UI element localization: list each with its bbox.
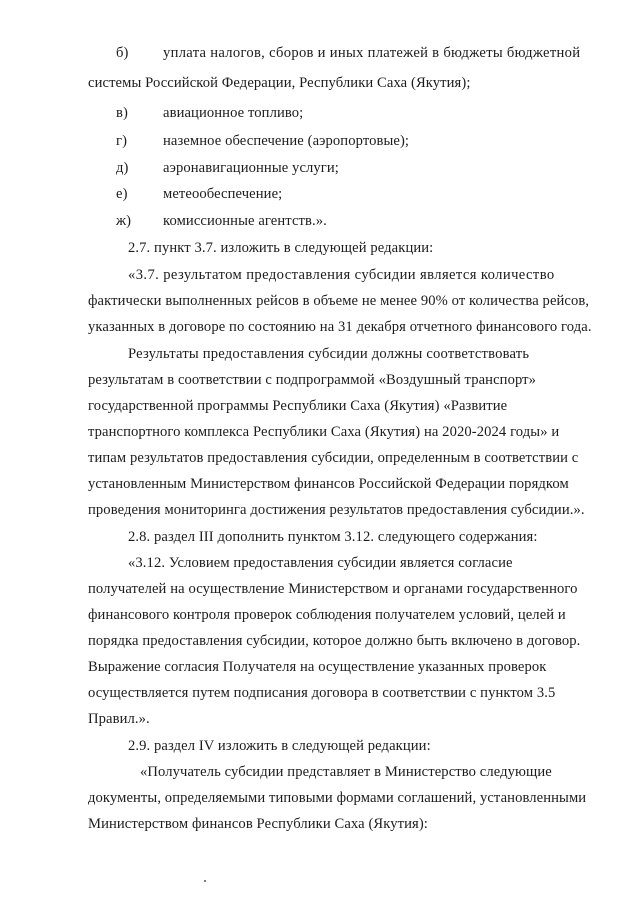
- text-line: установленным Министерством финансов Российской Федерации порядком: [88, 476, 569, 492]
- text-line: типам результатов предоставления субсидии, определенным в соответствии с: [88, 450, 579, 466]
- list-label-zh: ж): [116, 213, 132, 229]
- text-line: системы Российской Федерации, Республики Саха (Якутия);: [88, 75, 471, 91]
- list-label-e: е): [116, 186, 128, 202]
- list-label-g: г): [116, 133, 128, 149]
- text-line: указанных в договоре по состоянию на 31 декабря отчетного финансового года.: [88, 319, 592, 335]
- text-line: Результаты предоставления субсидии должны соответствовать: [128, 346, 530, 362]
- text-line: проведения мониторинга достижения результатов предоставления субсидии.».: [88, 502, 585, 518]
- list-label-b: б): [116, 45, 129, 61]
- section-heading-2-9: 2.9. раздел IV изложить в следующей редакции:: [128, 738, 431, 754]
- text-line: «3.12. Условием предоставления субсидии является согласие: [128, 555, 513, 571]
- text-line: транспортного комплекса Республики Саха (Якутия) на 2020-2024 годы» и: [88, 424, 560, 440]
- text-line: результатам в соответствии с подпрограммой «Воздушный транспорт»: [88, 372, 537, 388]
- list-item-zh-text: комиссионные агентств.».: [163, 213, 327, 229]
- text-line: порядка предоставления субсидии, которое должно быть включено в договор.: [88, 633, 581, 649]
- text-line: Министерством финансов Республики Саха (Якутия):: [88, 816, 428, 832]
- text-line: «Получатель субсидии представляет в Министерство следующие: [140, 764, 552, 780]
- list-item-v-text: авиационное топливо;: [163, 105, 304, 121]
- list-item-e-text: метеообеспечение;: [163, 186, 283, 202]
- text-line: осуществляется путем подписания договора в соответствии с пунктом 3.5: [88, 685, 556, 701]
- list-item-g-text: наземное обеспечение (аэропортовые);: [163, 133, 410, 149]
- section-heading-2-8: 2.8. раздел III дополнить пунктом 3.12. следующего содержания:: [128, 529, 538, 545]
- text-line: «3.7. результатом предоставления субсидии является количество: [128, 267, 555, 283]
- text-line: фактически выполненных рейсов в объеме не менее 90% от количества рейсов,: [88, 293, 590, 309]
- text-line: Выражение согласия Получателя на осуществление указанных проверок: [88, 659, 547, 675]
- text-line: получателей на осуществление Министерством и органами государственного: [88, 581, 578, 597]
- text-line: финансового контроля проверок соблюдения получателем условий, целей и: [88, 607, 566, 623]
- text-line: документы, определяемыми типовыми формами соглашений, установленными: [88, 790, 587, 806]
- list-label-d: д): [116, 160, 129, 176]
- scan-speck: [204, 880, 206, 882]
- list-item-b-text: уплата налогов, сборов и иных платежей в бюджеты бюджетной: [163, 45, 581, 61]
- list-item-d-text: аэронавигационные услуги;: [163, 160, 339, 176]
- text-line: Правил.».: [88, 711, 150, 727]
- text-line: государственной программы Республики Саха (Якутия) «Развитие: [88, 398, 508, 414]
- list-label-v: в): [116, 105, 128, 121]
- section-heading-2-7: 2.7. пункт 3.7. изложить в следующей редакции:: [128, 240, 434, 256]
